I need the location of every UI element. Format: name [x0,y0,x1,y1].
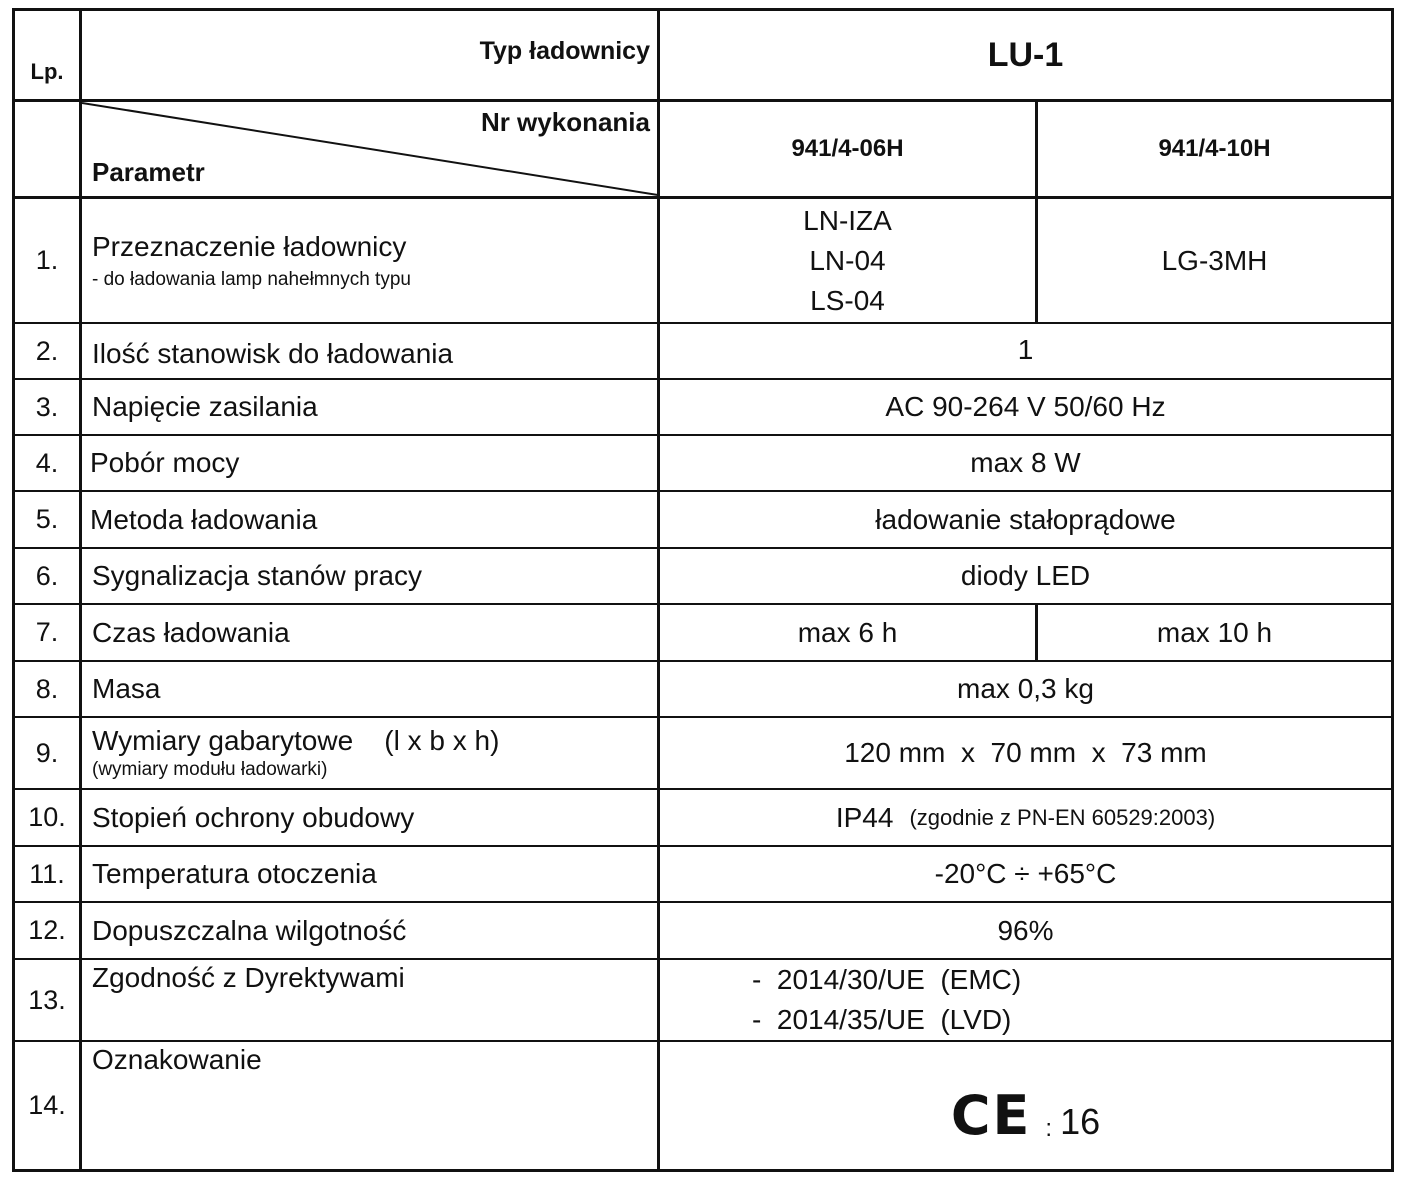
param-cell: Masa [92,673,161,704]
value-line: LN-04 [809,244,886,276]
value-cell: -20°C ÷ +65°C [934,858,1117,889]
variant-1-cell [660,102,1035,196]
value-cell-v2: LG-3MH [1161,244,1268,276]
variant-2-cell [1038,102,1391,196]
row-number: 5. [35,504,59,534]
param-cell: Sygnalizacja stanów pracy [92,560,422,591]
value-cell-v1 [660,199,1035,322]
row-number: 4. [35,447,59,478]
row-number: 3. [35,391,59,422]
param-cell: Napięcie zasilania [92,391,318,422]
type-header [82,11,650,99]
variant-label: Nr wykonania [480,106,650,137]
param-cell: Dopuszczalna wilgotność [92,914,407,946]
value-cell: diody LED [960,560,1091,591]
param-cell: Oznakowanie [92,1044,262,1075]
type-label: Typ ładownicy [479,37,650,65]
value-cell: 1 [1017,334,1034,365]
row-number: 11. [29,858,65,889]
notified-body-number: 16 [1060,1101,1101,1142]
marking-cell [660,1042,1391,1169]
param-name: Przeznaczenie ładownicy [92,230,407,262]
param-sub: - do ładowania lamp nahełmnych typu [92,268,411,290]
ce-mark-icon: CE [950,1084,1032,1147]
value-cell [660,960,1391,1040]
row-number: 2. [35,335,59,366]
value-line: LN-IZA [803,204,892,236]
row-number: 13. [28,984,66,1015]
value-cell: max 0,3 kg [957,673,1094,704]
value-cell: AC 90-264 V 50/60 Hz [885,391,1166,422]
param-cell: Pobór mocy [90,447,240,478]
ce-mark-separator: : [1045,1115,1053,1142]
variant-label-cell [82,102,650,142]
param-sub: (wymiary modułu ładowarki) [92,759,328,780]
directive-line: - 2014/35/UE (LVD) [752,1004,1012,1035]
value-cell: ładowanie stałoprądowe [875,503,1176,535]
type-value: LU-1 [987,35,1064,74]
param-cell: Ilość stanowisk do ładowania [92,338,454,369]
value-main: IP44 [835,801,894,833]
row-number: 6. [35,560,59,591]
value-cell: 96% [997,914,1054,946]
directive-line: - 2014/30/UE (EMC) [752,964,1022,995]
value-note: (zgodnie z PN-EN 60529:2003) [909,804,1216,830]
lp-header [15,11,79,99]
param-cell [82,718,657,788]
variant-2: 941/4-10H [1158,135,1271,162]
param-cell: Temperatura otoczenia [92,858,377,889]
value-cell-v1: max 6 h [797,616,898,648]
param-label: Parametr [92,156,205,187]
value-cell: 120 mm x 70 mm x 73 mm [844,737,1207,768]
row-number: 8. [35,673,59,704]
type-value-cell [660,11,1391,99]
variant-1: 941/4-06H [791,135,904,162]
param-cell: Stopień ochrony obudowy [92,801,415,833]
row-number: 12. [28,915,66,945]
param-cell: Metoda ładowania [90,503,318,535]
param-name: Wymiary gabarytowe (l x b x h) [92,725,500,756]
value-cell [660,790,1391,845]
param-label-cell [92,152,392,192]
param-cell: Zgodność z Dyrektywami [92,962,405,993]
param-cell [82,199,657,322]
param-cell: Czas ładowania [92,616,290,648]
value-cell: max 8 W [970,447,1081,478]
row-number: 1. [35,245,59,275]
row-number: 14. [28,1090,66,1120]
value-line: LS-04 [810,284,885,316]
row-number: 7. [35,617,59,647]
lp-label: Lp. [30,59,64,84]
row-number: 9. [35,737,59,768]
row-number: 10. [28,802,66,832]
value-cell-v2: max 10 h [1156,616,1273,648]
